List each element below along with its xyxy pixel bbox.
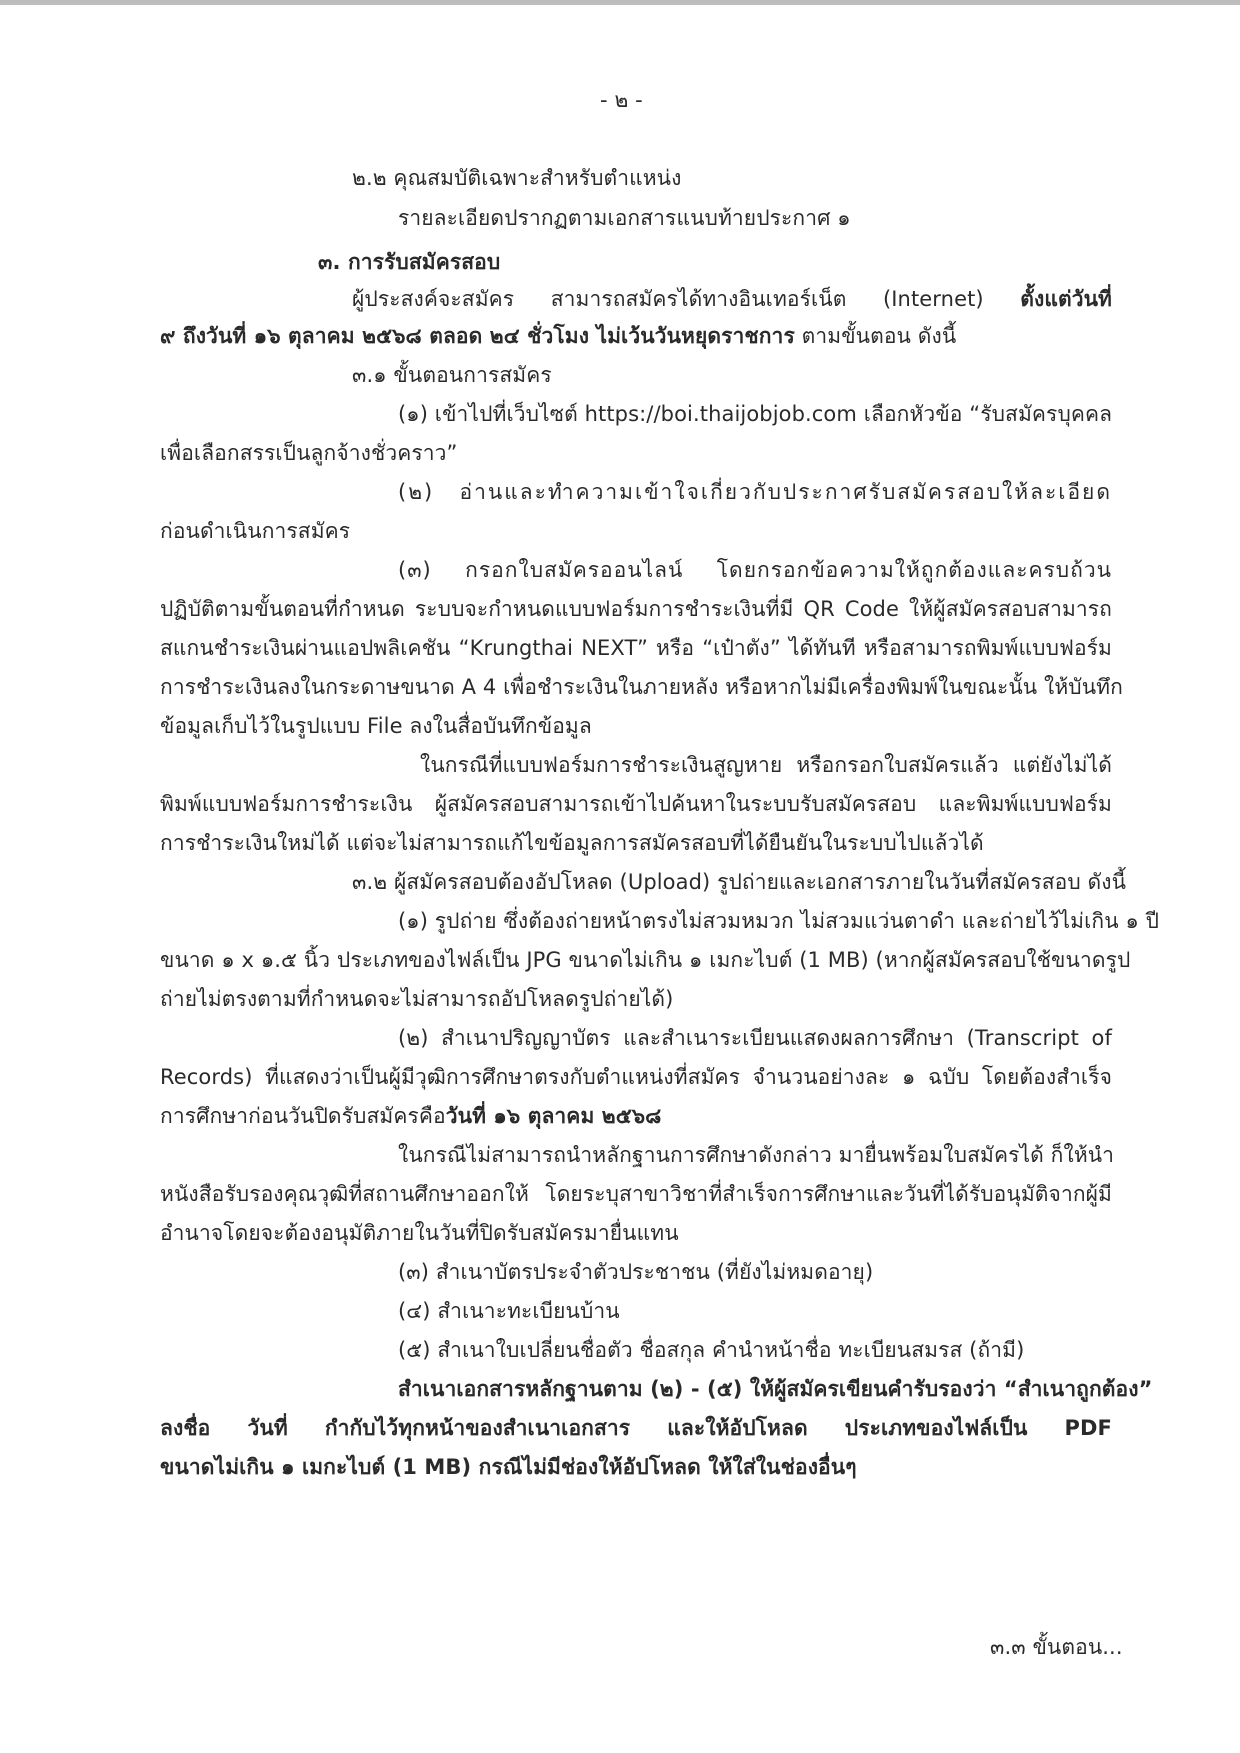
item-1-line-3: ถ่ายไม่ตรงตามที่กำหนดจะไม่สามารถอัปโหลดรูปถ่ายได้) xyxy=(160,987,674,1011)
item-1-line-2: ขนาด ๑ x ๑.๕ นิ้ว ประเภทของไฟล์เป็น JPG ขนาดไม่เกิน ๑ เมกะไบต์ (1 MB) (หากผู้สมัครสอบใช้ขนาดรูป xyxy=(160,948,1131,972)
item-2-line-3 xyxy=(160,1100,661,1132)
intro-date-start: ตั้งแต่วันที่ xyxy=(1020,287,1112,311)
intro-steps-text: ตามขั้นตอน ดังนี้ xyxy=(794,324,957,348)
continuation-note: ๓.๓ ขั้นตอน... xyxy=(990,1635,1123,1659)
step-3-line-5: ข้อมูลเก็บไว้ในรูปแบบ File ลงในสื่อบันทึกข้อมูล xyxy=(160,714,592,738)
certification-line-1: สำเนาเอกสารหลักฐานตาม (๒) - (๕) ให้ผู้สมัครเขียนคำรับรองว่า “สำเนาถูกต้อง” xyxy=(398,1377,1153,1401)
alternative-line-3: อำนาจโดยจะต้องอนุมัติภายในวันที่ปิดรับสมัครมายื่นแทน xyxy=(160,1221,679,1245)
step-2-line-1: (๒) อ่านและทำความเข้าใจเกี่ยวกับประกาศรับสมัครสอบให้ละเอียด xyxy=(398,480,1112,504)
section-3-intro-line-1 xyxy=(352,283,1112,315)
item-4: (๔) สำเนาะทะเบียนบ้าน xyxy=(398,1299,620,1323)
section-3-intro-line-2 xyxy=(160,320,956,352)
page-number: - ๒ - xyxy=(600,88,643,112)
section-2-2-heading: ๒.๒ คุณสมบัติเฉพาะสำหรับตำแหน่ง xyxy=(352,166,682,190)
section-3-2-heading: ๓.๒ ผู้สมัครสอบต้องอัปโหลด (Upload) รูปถ่ายและเอกสารภายในวันที่สมัครสอบ ดังนี้ xyxy=(352,870,1127,894)
item-2-line-2: Records) ที่แสดงว่าเป็นผู้มีวุฒิการศึกษาตรงกับตำแหน่งที่สมัคร จำนวนอย่างละ ๑ ฉบับ โดยต้องสำเร็จ xyxy=(160,1065,1112,1089)
step-1-line-2: เพื่อเลือกสรรเป็นลูกจ้างชั่วคราว” xyxy=(160,441,458,465)
certification-line-3: ขนาดไม่เกิน ๑ เมกะไบต์ (1 MB) กรณีไม่มีช่องให้อัปโหลด ให้ใส่ในช่องอื่นๆ xyxy=(160,1455,857,1479)
lost-form-line-3: การชำระเงินใหม่ได้ แต่จะไม่สามารถแก้ไขข้อมูลการสมัครสอบที่ได้ยืนยันในระบบไปแล้วได้ xyxy=(160,831,984,855)
intro-text: ผู้ประสงค์จะสมัคร สามารถสมัครได้ทางอินเทอร์เน็ต (Internet) xyxy=(352,287,1021,311)
closing-date-text: การศึกษาก่อนวันปิดรับสมัครคือ xyxy=(160,1104,446,1128)
item-5: (๕) สำเนาใบเปลี่ยนชื่อตัว ชื่อสกุล คำนำหน้าชื่อ ทะเบียนสมรส (ถ้ามี) xyxy=(398,1338,1025,1362)
item-2-line-1: (๒) สำเนาปริญญาบัตร และสำเนาระเบียนแสดงผลการศึกษา (Transcript of xyxy=(398,1026,1112,1050)
step-3-line-1: (๓) กรอกใบสมัครออนไลน์ โดยกรอกข้อความให้ถูกต้องและครบถ้วน xyxy=(398,558,1112,582)
step-3-line-4: การชำระเงินลงในกระดาษขนาด A 4 เพื่อชำระเงินในภายหลัง หรือหากไม่มีเครื่องพิมพ์ในขณะนั้น ให้บันทึก xyxy=(160,675,1123,699)
item-3: (๓) สำเนาบัตรประจำตัวประชาชน (ที่ยังไม่หมดอายุ) xyxy=(398,1260,874,1284)
item-1-line-1: (๑) รูปถ่าย ซึ่งต้องถ่ายหน้าตรงไม่สวมหมวก ไม่สวมแว่นตาดำ และถ่ายไว้ไม่เกิน ๑ ปี xyxy=(398,909,1160,933)
lost-form-line-2: พิมพ์แบบฟอร์มการชำระเงิน ผู้สมัครสอบสามารถเข้าไปค้นหาในระบบรับสมัครสอบ และพิมพ์แบบฟอร์ม xyxy=(160,792,1112,816)
step-1-line-1: (๑) เข้าไปที่เว็บไซต์ https://boi.thaijobjob.com เลือกหัวข้อ “รับสมัครบุคคล xyxy=(398,402,1113,426)
certification-line-2: ลงชื่อ วันที่ กำกับไว้ทุกหน้าของสำเนาเอกสาร และให้อัปโหลด ประเภทของไฟล์เป็น PDF xyxy=(160,1416,1112,1440)
step-2-line-2: ก่อนดำเนินการสมัคร xyxy=(160,519,351,543)
section-2-2-detail: รายละเอียดปรากฏตามเอกสารแนบท้ายประกาศ ๑ xyxy=(398,206,851,230)
intro-date-range: ๙ ถึงวันที่ ๑๖ ตุลาคม ๒๕๖๘ ตลอด ๒๔ ชั่วโมง ไม่เว้นวันหยุดราชการ xyxy=(160,324,795,348)
section-3-1-heading: ๓.๑ ขั้นตอนการสมัคร xyxy=(352,363,552,387)
step-3-line-2: ปฏิบัติตามขั้นตอนที่กำหนด ระบบจะกำหนดแบบฟอร์มการชำระเงินที่มี QR Code ให้ผู้สมัครสอบสามารถ xyxy=(160,597,1112,621)
step-3-line-3: สแกนชำระเงินผ่านแอปพลิเคชัน “Krungthai NEXT” หรือ “เป๋าตัง” ได้ทันที หรือสามารถพิมพ์แบบฟอร์ม xyxy=(160,636,1112,660)
section-3-heading: ๓. การรับสมัครสอบ xyxy=(318,250,501,274)
alternative-line-2: หนังสือรับรองคุณวุฒิที่สถานศึกษาออกให้ โดยระบุสาขาวิชาที่สำเร็จการศึกษาและวันที่ได้รับอนุมัติจากผู้มี xyxy=(160,1182,1112,1206)
alternative-line-1: ในกรณีไม่สามารถนำหลักฐานการศึกษาดังกล่าว มายื่นพร้อมใบสมัครได้ ก็ให้นำ xyxy=(398,1143,1115,1167)
lost-form-line-1: ในกรณีที่แบบฟอร์มการชำระเงินสูญหาย หรือกรอกใบสมัครแล้ว แต่ยังไม่ได้ xyxy=(420,753,1112,777)
closing-date: วันที่ ๑๖ ตุลาคม ๒๕๖๘ xyxy=(445,1104,662,1128)
